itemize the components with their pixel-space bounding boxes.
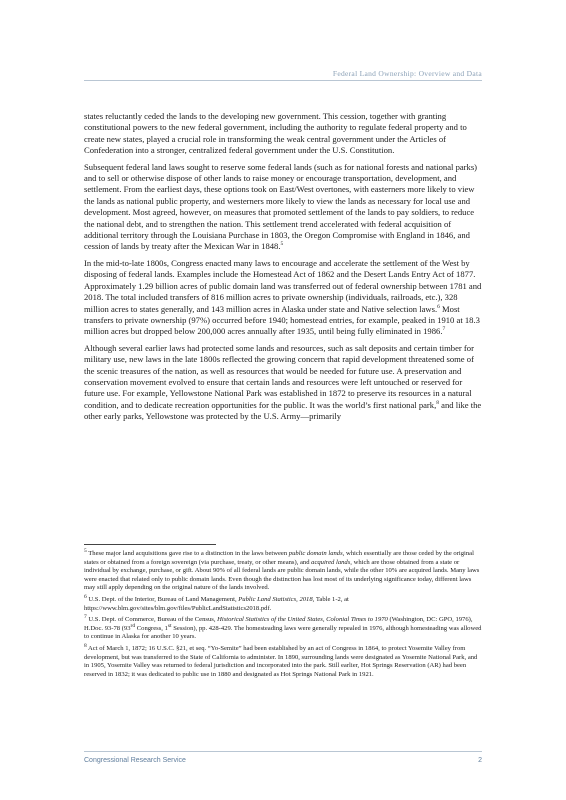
footnote-6 — [84, 593, 482, 613]
footnote-5-term-acquired: acquired lands — [311, 558, 351, 566]
footnote-ref-6[interactable]: 6 — [437, 303, 440, 310]
paragraph-3 — [84, 258, 482, 338]
footnote-7-text-d: Session), pp. 428-429. The homesteading laws were generally repealed in 1976, although homesteading was allowed to continue in Alaska for another 10 years. — [84, 624, 482, 641]
paragraph-1: states reluctantly ceded the lands to the developing new government. This cession, together with granting constitutional powers to the new federal government, including the authority to regulate federal property and to create new states, played a crucial role in transforming the weak central government under the Articles of Confederation into a stronger, centralized federal government under the U.S. Constitution. — [84, 111, 467, 156]
footnote-7-ordinal-st: st — [167, 622, 172, 629]
footnote-6-number: 6 — [84, 593, 87, 600]
footer-rule — [84, 751, 482, 752]
footnote-7 — [84, 613, 482, 642]
paragraph-3-text-b: Most transfers to private ownership (97%) occurred before 1940; homestead entries, for example, peaked in 1910 at 18.3 million acres but dropped below 200,000 acres annually after 1935, until being fully eliminated in 1986. — [84, 303, 480, 337]
paragraph-4-text-b: and like the other early parks, Yellowstone was protected by the U.S. Army—primarily — [84, 399, 482, 422]
footnote-6-title: Public Land Statistics, 2018, — [238, 595, 315, 603]
footnote-rule — [84, 544, 216, 545]
running-header-title: Federal Land Ownership: Overview and Data — [332, 69, 482, 78]
paragraph-4-text-a: Although several earlier laws had protected some lands and resources, such as salt deposits and certain timber for military use, new laws in the late 1800s reflected the growing concern that rapid development threatened some of the scenic treasures of the nation, as well as resources that would be needed for future use. A preservation and conservation movement evolved to ensure that certain lands and resources were left untouched or reserved for future use. For example, Yellowstone National Park was established in 1872 to preserve its resources in a natural condition, and to dedicate recreation opportunities for the public. It was the world’s first national park, — [84, 342, 474, 410]
header-rule — [84, 80, 482, 81]
footnote-5-term-public-domain: public domain lands — [288, 550, 343, 557]
footnote-ref-8[interactable]: 8 — [436, 399, 439, 406]
footer-organization: Congressional Research Service — [84, 757, 186, 764]
footnote-7-text-b: (Washington, DC: GPO, 1976), H.Doc. 93-78 (93 — [84, 616, 473, 632]
footnote-5 — [84, 547, 482, 593]
footnote-7-text-c: Congress, 1 — [135, 624, 168, 632]
footnote-7-number: 7 — [84, 613, 87, 620]
footnote-5-text-b: , which essentially are those ceded by the original states or obtained from a foreign sovereign (via purchase, treaty, or other means), and — [84, 550, 474, 566]
footnote-ref-5[interactable]: 5 — [280, 241, 284, 248]
footnote-6-link[interactable]: Table 1-2, at https://www.blm.gov/sites/blm.gov/files/PublicLandStatistics2018.pdf. — [84, 595, 349, 612]
footnote-6-text: U.S. Dept. of the Interior, Bureau of Land Management, — [86, 595, 239, 603]
body-text — [84, 111, 482, 428]
paragraph-3-text-a: In the mid-to-late 1800s, Congress enacted many laws to encourage and accelerate the settlement of the West by disposing of federal lands. Examples include the Homestead Act of 1862 and the Desert Lands Entry Act of 1877. Approximately 1.29 billion acres of public domain land was transferred out of federal ownership between 1781 and 2018. The total included transfers of 816 million acres to private ownership (individuals, railroads, etc.), 328 million acres to states generally, and 143 million acres in Alaska under state and Native selection laws. — [84, 257, 482, 314]
footnote-5-text-c: , which are those obtained from a state or individual by exchange, purchase, or gift. About 90% of all federal lands are public domain lands, while the other 10% are acquired lands. Many laws were enacted that related only to public domain lands. Even though the distinction has lost most of its underlying significance today, different laws may still apply depending on the original nature of the lands involved. — [84, 558, 480, 592]
footnote-5-number: 5 — [84, 547, 87, 554]
footnote-8-number: 8 — [84, 642, 87, 649]
footnote-7-ordinal-rd: rd — [130, 622, 136, 629]
footnote-8 — [84, 642, 482, 679]
footnote-7-title: Historical Statistics of the United States, Colonial Times to 1970 — [217, 616, 388, 624]
footnote-5-text: These major land acquisitions gave rise to a distinction in the laws between — [86, 550, 289, 557]
page-number: 2 — [478, 757, 482, 764]
footnotes — [84, 547, 482, 682]
footnote-7-text: U.S. Dept. of Commerce, Bureau of the Census, — [86, 616, 218, 624]
paragraph-2 — [84, 162, 482, 253]
paragraph-4 — [84, 343, 482, 423]
footnote-8-text: Act of March 1, 1872; 16 U.S.C. §21, et seq. “Yo-Semite” had been established by an act of Congress in 1864, to protect Yosemite Valley from development, but was transferred to the State of California to administer. In 1890, surrounding lands were designated as Yosemite National Park, and in 1905, Yosemite Valley was returned to federal jurisdiction and incorporated into the park. Still earlier, Hot Springs Reservation (AR) had been reserved in 1832; it was dedicated to public use in 1880 and designated as Hot Springs National Park in 1921. — [84, 644, 478, 678]
footnote-ref-7[interactable]: 7 — [442, 326, 446, 333]
paragraph-2-text: Subsequent federal land laws sought to reserve some federal lands (such as for national forests and national parks) and to sell or otherwise dispose of other lands to raise money or encourage transportation, development, and settlement. From the earliest days, these options took on East/West overtones, with easterners more likely to view the lands as national public property, and westerners more likely to view the lands as necessary for local use and development. Most agreed, however, on measures that promoted settlement of the lands to pay soldiers, to reduce the national debt, and to strengthen the nation. This settlement trend accelerated with federal acquisition of additional territory through the Louisiana Purchase in 1803, the Oregon Compromise with England in 1846, and cession of lands by treaty after the Mexican War in 1848. — [84, 161, 478, 252]
